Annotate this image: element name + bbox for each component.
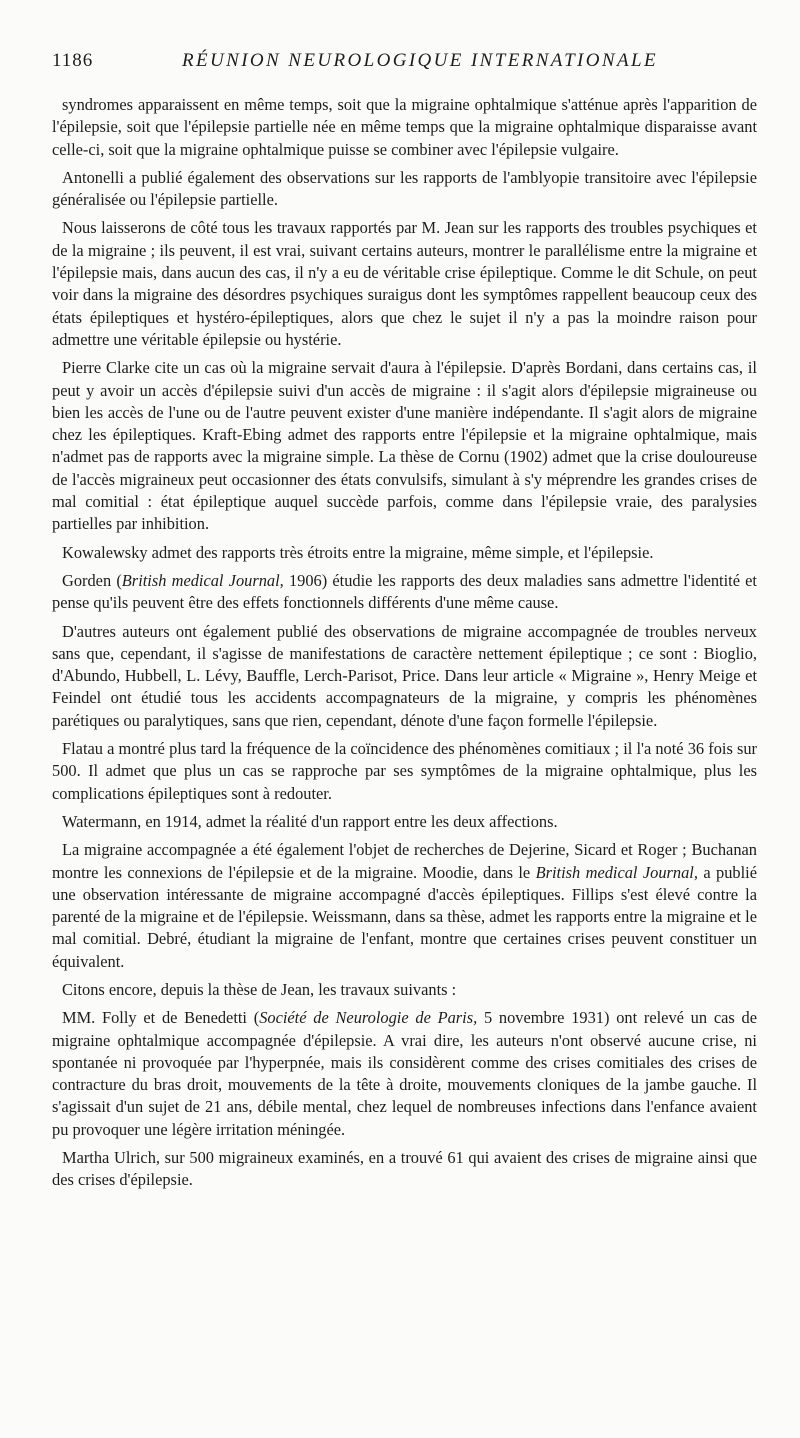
paragraph: Kowalewsky admet des rapports très étroits entre la migraine, même simple, et l'épilepsie.: [62, 542, 654, 562]
paragraph-text: a publié une observation intéressante de migraine accompagné d'accès épileptiques. Fillips s'est élevé contre la parenté de la migraine et de l'épilepsie. Weissmann, dans sa thèse, admet les rapports entre la migraine et le mal comitial. Debré, étudiant la migraine de l'enfant, montre que certaines crises peuvent constituer un équivalent.: [52, 862, 757, 971]
paragraph: Citons encore, depuis la thèse de Jean, les travaux suivants :: [62, 979, 457, 999]
paragraph: D'autres auteurs ont également publié des observations de migraine accompagnée de troubles nerveux sans que, cependant, il s'agisse de manifestations de caractère nettement épileptique ; ce sont : Bioglio, d'Abundo, Hubbell, L. Lévy, Bauffle, Lerch-Parisot, Price. Dans leur article « Migraine », Henry Meige et Feindel ont étudié tous les accidents accompagnateurs de la migraine, y compris les phénomènes parétiques ou paralytiques, sans que rien, cependant, dénote d'une façon formelle l'épilepsie.: [52, 621, 757, 730]
paragraph: [52, 1007, 757, 1141]
paragraph: Flatau a montré plus tard la fréquence de la coïncidence des phénomènes comitiaux ; il l'a noté 36 fois sur 500. Il admet que plus un cas se rapproche par ses symptômes de la migraine ophtalmique, plus les complications épileptiques sont à redouter.: [52, 739, 757, 803]
paragraph: Martha Ulrich, sur 500 migraineux examinés, en a trouvé 61 qui avaient des crises de migraine ainsi que des crises d'épilepsie.: [52, 1148, 757, 1190]
paragraph-text: La migraine accompagnée a été également l'objet de recherches de Dejerine, Sicard et Roger ; Buchanan montre les connexions de l'épilepsie et de la migraine. Moodie, dans le: [52, 840, 757, 882]
body-text: [52, 94, 757, 1192]
paragraph: syndromes apparaissent en même temps, soit que la migraine ophtalmique s'atténue après l'apparition de l'épilepsie, soit que l'épilepsie partielle née en même temps que la migraine ophtalmique disparaisse avant celle-ci, soit que la migraine ophtalmique puisse se combiner avec l'épilepsie vulgaire.: [52, 95, 757, 159]
paragraph: Nous laisserons de côté tous les travaux rapportés par M. Jean sur les rapports des troubles psychiques et de la migraine ; ils peuvent, il est vrai, suivant certains auteurs, montrer le parallélisme entre la migraine et l'épilepsie mais, dans aucun des cas, il n'y a eu de véritable crise épileptique. Comme le dit Schule, on peut voir dans la migraine des désordres psychiques suraigus dont les symptômes rappellent beaucoup ceux des états épileptiques et hystéro-épileptiques, alors que chez le sujet il n'y a pas la moindre raison pour admettre une véritable épilepsie ou hystérie.: [52, 218, 757, 349]
running-title: RÉUNION NEUROLOGIQUE INTERNATIONALE: [182, 50, 658, 71]
journal-title: Société de Neurologie de Paris,: [259, 1008, 478, 1028]
paragraph-text: 1906) étudie les rapports des deux maladies sans admettre l'identité et pense qu'ils peuvent être des effets fonctionnels différents d'une même cause.: [52, 570, 757, 613]
paragraph: Antonelli a publié également des observations sur les rapports de l'amblyopie transitoire avec l'épilepsie généralisée ou l'épilepsie partielle.: [52, 167, 757, 210]
page-number: 1186: [52, 50, 94, 71]
paragraph-text: MM. Folly et de Benedetti (: [62, 1008, 260, 1028]
paragraph: Pierre Clarke cite un cas où la migraine servait d'aura à l'épilepsie. D'après Bordani, dans certains cas, il peut y avoir un accès d'épilepsie suivi d'un accès de migraine : il s'agit alors d'épilepsie migraineuse ou bien les accès de l'une ou de l'autre peuvent exister d'une manière indépendante. Il s'agit alors de migraine chez les épileptiques. Kraft-Ebing admet des rapports entre l'épilepsie et la migraine ophtalmique, mais n'admet pas de rapports avec la migraine simple. La thèse de Cornu (1902) admet que la crise douloureuse de l'accès migraineux peut occasionner des états convulsifs, simulant à s'y méprendre les grandes crises de mal comitial : état épileptique auquel succède parfois, comme dans l'épilepsie vraie, des paralysies partielles par inhibition.: [52, 358, 757, 534]
page-header: [52, 50, 754, 80]
paragraph-text: Gorden (: [62, 570, 122, 590]
paragraph-text: 5 novembre 1931) ont relevé un cas de migraine ophtalmique accompagnée d'épilepsie. A vrai dire, les auteurs n'ont observé aucune crise, ni spontanée ni provoquée par l'hyperpnée, mais ils considèrent comme des crises comitiales des crises de contracture du bras droit, mouvements de la tête à droite, mouvements cloniques de la jambe gauche. Il s'agissait d'un sujet de 21 ans, débile mental, chez lequel de nombreuses infections dans l'enfance avaient pu provoquer une légère irritation méningée.: [52, 1008, 757, 1139]
paragraph: [52, 570, 757, 615]
paragraph: [52, 839, 757, 973]
paragraph: Watermann, en 1914, admet la réalité d'un rapport entre les deux affections.: [62, 811, 558, 831]
journal-title: British medical Journal,: [121, 570, 284, 590]
journal-title: British medical Journal,: [535, 862, 698, 882]
